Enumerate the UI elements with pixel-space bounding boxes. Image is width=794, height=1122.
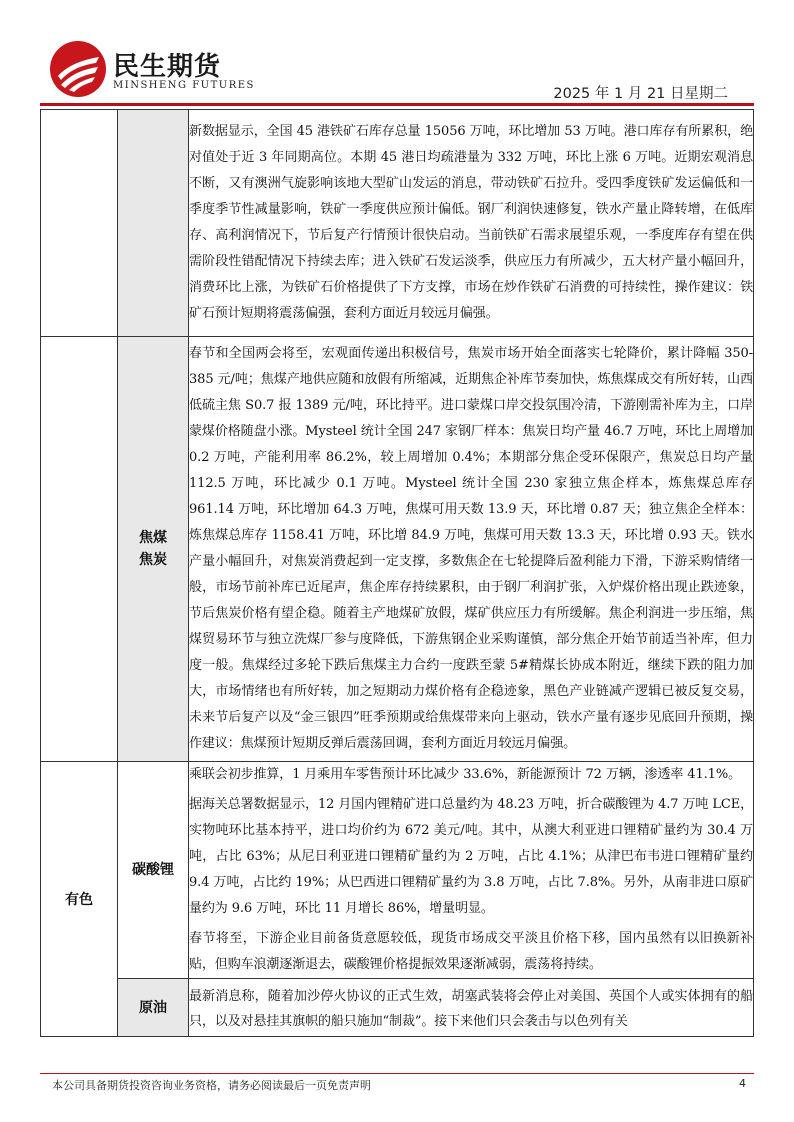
table-row-crude-oil	[41, 979, 754, 1037]
analysis-paragraph: 春节将至，下游企业目前备货意愿较低，现货市场成交平淡且价格下移，国内虽然有以旧换新补贴，但购车浪潮逐渐退去，碳酸锂价格提振效果逐渐减弱，震荡将持续。	[189, 931, 753, 972]
analysis-cell	[189, 110, 754, 337]
footer-disclaimer: 本公司具备期货投资咨询业务资格，请务必阅读最后一页免责声明	[52, 1079, 371, 1092]
analysis-paragraph: 最新消息称，随着加沙停火协议的正式生效，胡塞武装将会停止对美国、英国个人或实体拥有的船只，以及对悬挂其旗帜的船只施加“制裁”。接下来他们只会袭击与以色列有关	[189, 989, 753, 1029]
commodity-analysis-table	[40, 109, 754, 1037]
footer-divider	[40, 1073, 754, 1074]
analysis-paragraph: 新数据显示，全国 45 港铁矿石库存总量 15056 万吨，环比增加 53 万吨。港口库存有所累积，绝对值处于近 3 年同期高位。本期 45 港日均疏港量为 332 万吨，环比上涨 6 万吨。近期宏观消息不断，又有澳洲气旋影响该地大型矿山发运的消息，带动铁矿石拉升。受四季度铁矿发运偏低和一季度季节性减量影响，铁矿一季度供应预计偏低。钢厂利润快速修复，铁水产量止降转增，在低库存、高利润情况下，节后复产行情预计很快启动。当前铁矿石需求展望乐观，一季度库存有望在供需阶段性错配情况下持续去库；进入铁矿石发运淡季，供应压力有所减少，五大材产量小幅回升，消费环比上涨，为铁矿石价格提供了下方支撑，市场在炒作铁矿石消费的可持续性，操作建议：铁矿石预计短期将震荡偏强，套利方面近月较远月偏强。	[189, 124, 753, 321]
page-header	[0, 0, 794, 105]
product-label-line-1: 焦煤	[139, 530, 167, 546]
analysis-paragraph: 春节和全国两会将至，宏观面传递出积极信号，焦炭市场开始全面落实七轮降价，累计降幅 350-385 元/吨；焦煤产地供应随和放假有所缩减，近期焦企补库节奏加快，炼焦煤成交有所好转，山西低硫主焦 S0.7 报 1389 元/吨，环比持平。进口蒙煤口岸交投氛围冷清，下游刚需补库为主，口岸蒙煤价格随盘小涨。Mysteel 统计全国 247 家钢厂样本：焦炭日均产量 46.7 万吨，环比上周增加 0.2 万吨，产能利用率 86.2%，较上周增加 0.4%；本期部分焦企受环保限产，焦炭总日均产量 112.5 万吨，环比减少 0.1 万吨。Mysteel 统计全国 230 家独立焦企样本，炼焦煤总库存 961.14 万吨，环比增加 64.3 万吨，焦煤可用天数 13.9 天，环比增 0.87 天；独立焦企全样本：炼焦煤总库存 1158.41 万吨，环比增 84.9 万吨，焦煤可用天数 13.3 天，环比增 0.93 天。铁水产量小幅回升，对焦炭消费起到一定支撑，多数焦企在七轮提降后盈利能力下滑，下游采购情绪一般，市场节前补库已近尾声，焦企库存持续累积，由于钢厂利润扩张，入炉煤价格出现止跌迹象，节后焦炭价格有望企稳。随着主产地煤矿放假，煤矿供应压力有所缓解。焦企利润进一步压缩，焦煤贸易环节与独立洗煤厂参与度降低，下游焦钢企业采购谨慎，部分焦企开始节前适当补库，但力度一般。焦煤经过多轮下跌后焦煤主力合约一度跌至蒙 5#精煤长协成本附近，继续下跌的阻力加大，市场情绪也有所好转，加之短期动力煤价格有企稳迹象，黑色产业链减产逻辑已被反复交易，未来节后复产以及“金三银四”旺季预期或给焦煤带来向上驱动，铁水产量有逐步见底回升预期，操作建议：焦煤预计短期反弹后震荡回调，套利方面近月较远月偏强。	[189, 346, 753, 751]
header-divider	[40, 103, 754, 106]
product-cell	[118, 337, 189, 762]
analysis-paragraph: 据海关总署数据显示，12 月国内锂精矿进口总量约为 48.23 万吨，折合碳酸锂为 4.7 万吨 LCE，实物吨环比基本持平，进口均价约为 672 美元/吨。其中，从澳大利亚进口锂精矿量约为 30.4 万吨，占比 63%；从尼日利亚进口锂精矿量约为 2 万吨，占比 4.1%；从津巴布韦进口锂精矿量约 9.4 万吨，占比约 19%；从巴西进口锂精矿量约为 3.8 万吨，占比 7.8%。另外，从南非进口原矿量约为 9.6 万吨，环比 11 月增长 86%，增量明显。	[189, 797, 753, 916]
minsheng-logo-icon	[49, 40, 107, 98]
product-cell: 原油	[118, 979, 189, 1037]
product-label-line-2: 焦炭	[139, 552, 167, 568]
category-cell-nonferrous: 有色	[41, 762, 118, 1037]
product-cell: 碳酸锂	[118, 762, 189, 979]
analysis-paragraph: 乘联会初步推算，1 月乘用车零售预计环比减少 33.6%，新能源预计 72 万辆，渗透率 41.1%。	[189, 767, 741, 782]
table-row-lithium-carbonate	[41, 762, 754, 979]
logo-chinese-name: 民生期货	[113, 52, 222, 82]
product-cell	[118, 110, 189, 337]
analysis-cell	[189, 979, 754, 1037]
analysis-cell	[189, 337, 754, 762]
analysis-cell	[189, 762, 754, 979]
logo-english-name: MINSHENG FUTURES	[113, 80, 255, 91]
category-cell	[41, 110, 118, 337]
page-number: 4	[739, 1077, 746, 1090]
category-cell	[41, 337, 118, 762]
report-date: 2025 年 1 月 21 日星期二	[553, 86, 728, 102]
table-row-iron-ore	[41, 110, 754, 337]
table-row-coking-coal	[41, 337, 754, 762]
